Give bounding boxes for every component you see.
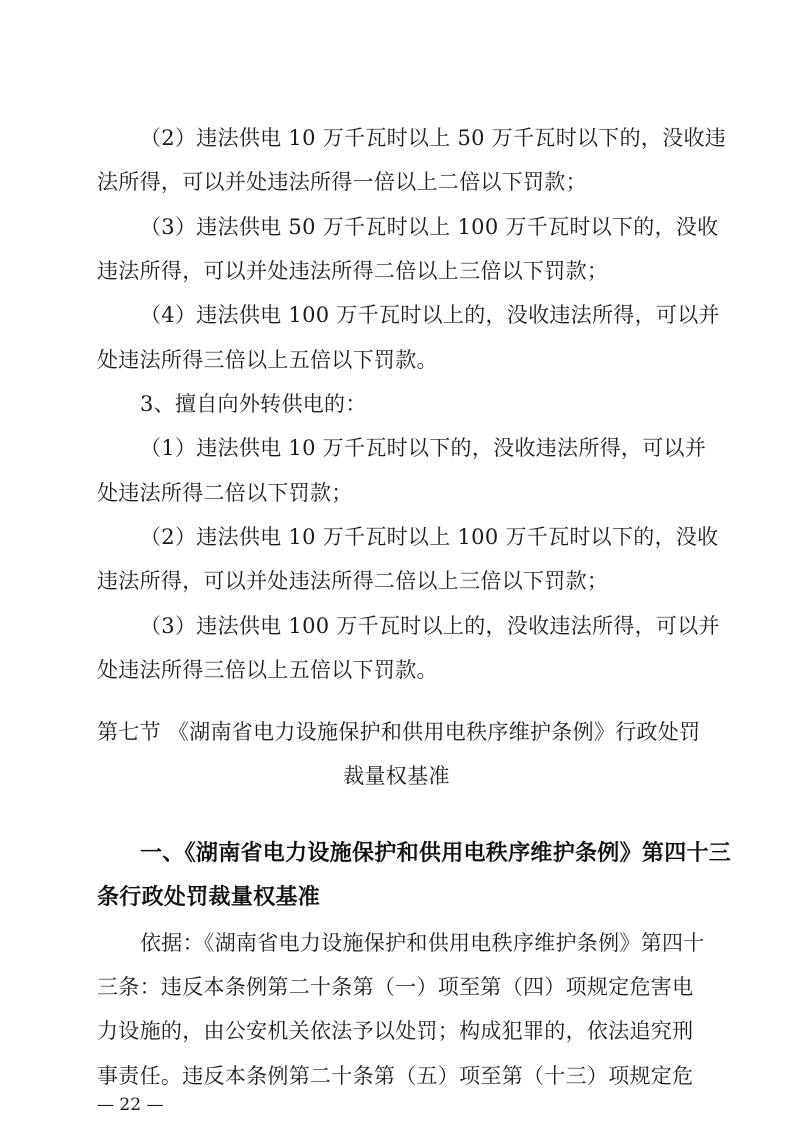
- basis-line: 依据：《湖南省电力设施保护和供用电秩序维护条例》第四十: [140, 931, 705, 955]
- section-heading-line-2: 裁量权基准: [343, 764, 450, 788]
- section-heading-line-1: 第七节 《湖南省电力设施保护和供用电秩序维护条例》行政处罚: [97, 720, 701, 744]
- paragraph-line: （3）违法供电 100 万千瓦时以上的，没收违法所得，可以并: [140, 614, 720, 638]
- paragraph-line: 3、擅自向外转供电的：: [140, 392, 367, 416]
- paragraph-line: 违法所得，可以并处违法所得二倍以上三倍以下罚款；: [97, 259, 609, 283]
- paragraph-line: 处违法所得三倍以上五倍以下罚款。: [97, 348, 438, 372]
- paragraph-line: 处违法所得二倍以下罚款；: [97, 481, 353, 505]
- basis-line: 事责任。违反本条例第二十条第（五）项至第（十三）项规定危: [97, 1064, 694, 1088]
- page-number-footer: — 22 —: [97, 1095, 164, 1115]
- paragraph-line: （4）违法供电 100 万千瓦时以上的，没收违法所得，可以并: [140, 303, 720, 327]
- sub-heading-line-1: 一、《湖南省电力设施保护和供用电秩序维护条例》第四十三: [140, 841, 732, 866]
- paragraph-line: 处违法所得三倍以上五倍以下罚款。: [97, 658, 438, 682]
- paragraph-line: （1）违法供电 10 万千瓦时以下的，没收违法所得，可以并: [140, 436, 707, 460]
- paragraph-line: 法所得，可以并处违法所得一倍以上二倍以下罚款；: [97, 170, 587, 194]
- basis-line: 三条：违反本条例第二十条第（一）项至第（四）项规定危害电: [97, 975, 694, 999]
- paragraph-line: （3）违法供电 50 万千瓦时以上 100 万千瓦时以下的，没收: [140, 215, 719, 239]
- paragraph-line: （2）违法供电 10 万千瓦时以上 100 万千瓦时以下的，没收: [140, 525, 719, 549]
- paragraph-line: （2）违法供电 10 万千瓦时以上 50 万千瓦时以下的，没收违: [140, 126, 727, 150]
- basis-line: 力设施的，由公安机关依法予以处罚；构成犯罪的，依法追究刑: [97, 1019, 694, 1043]
- sub-heading-line-2: 条行政处罚裁量权基准: [97, 885, 321, 910]
- paragraph-line: 违法所得，可以并处违法所得二倍以上三倍以下罚款；: [97, 569, 609, 593]
